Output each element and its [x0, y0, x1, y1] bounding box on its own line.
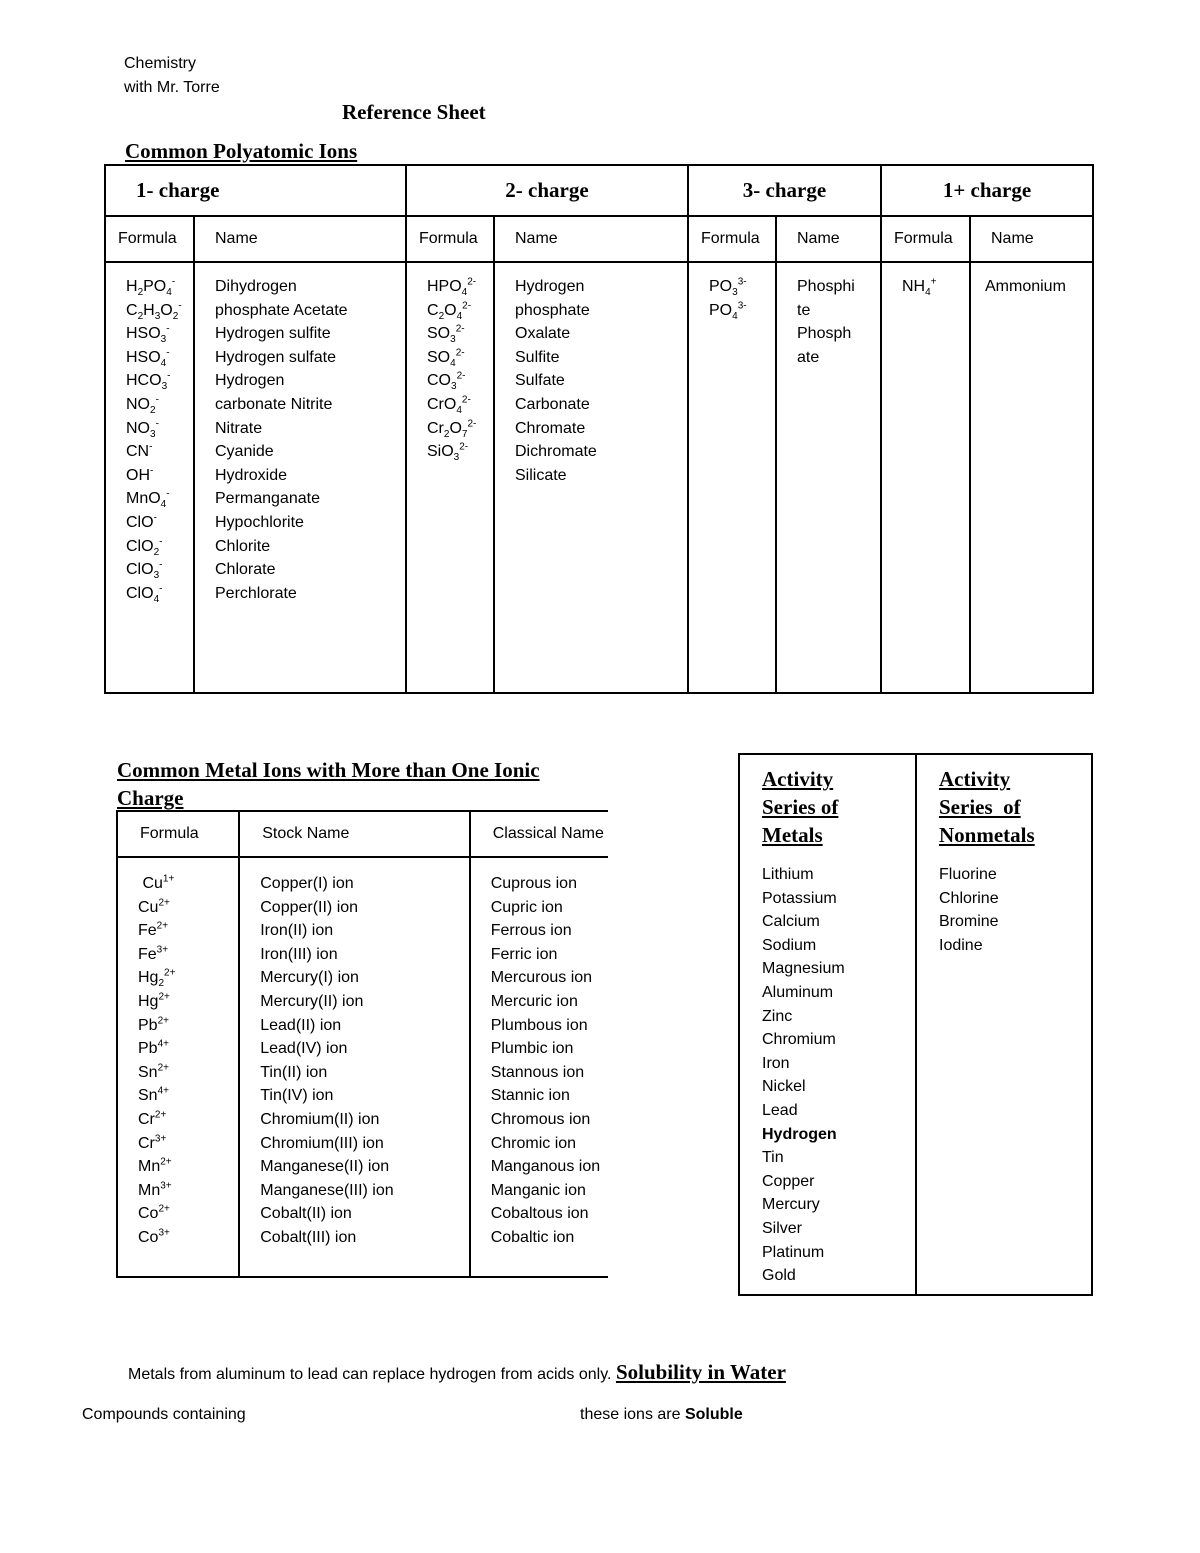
list-item: Manganese(III) ion [260, 1181, 394, 1199]
formula-hso4: $HSO_4^-$ [126, 347, 170, 369]
list-item: Dihydrogen [215, 278, 297, 295]
formula-co3: $CO_3^{2-}$ [427, 371, 466, 393]
metal-ions-heading-line1: Common Metal Ions with More than One Ionic [117, 758, 540, 782]
formula-hpo4: $HPO_4^{2-}$ [427, 276, 477, 299]
name-list-1-minus [194, 262, 406, 693]
charge-header-1-plus: 1+ charge [881, 165, 1093, 216]
list-item: Phosph [797, 325, 852, 343]
list-item: phosphate [515, 301, 590, 319]
list-item: Platinum [762, 1243, 825, 1261]
list-item: Manganous ion [490, 1158, 601, 1176]
formula-nh4: $NH_4^+$ [902, 276, 937, 299]
heading-line: Activity [762, 767, 834, 791]
list-item: Phosphi [797, 278, 855, 295]
formula-cn: CN- [126, 441, 153, 461]
formula-clo4: ClO$_4$- [126, 583, 163, 605]
list-item: Cobalt(III) ion [260, 1228, 357, 1246]
solubility-heading: Solubility in Water [615, 1360, 786, 1384]
solubility-note [580, 1406, 743, 1424]
list-item: Copper(II) ion [260, 898, 359, 916]
list-item: Ferric ion [490, 945, 558, 963]
metals-activity-heading [762, 765, 915, 849]
list-item: Zinc [762, 1007, 793, 1025]
formula-col-header: Formula [688, 216, 776, 262]
activity-note-line [128, 1358, 786, 1389]
formula-list-2-minus [406, 262, 494, 693]
metal-formula-list [117, 857, 239, 1277]
formula-pb4: $Pb^{4+}$ [138, 1038, 169, 1058]
heading-line: Series of [762, 795, 839, 819]
formula-hso3: $HSO_3^-$ [126, 323, 170, 346]
charge-header-3-minus: 3- charge [688, 165, 881, 216]
list-item: Oxalate [515, 325, 571, 343]
formula-no3: $NO_3^-$ [126, 418, 159, 440]
compounds-label: Compounds containing [82, 1406, 246, 1423]
formula-list-3-minus [688, 262, 776, 693]
list-item: Cuprous ion [490, 875, 577, 892]
formula-fe2: $Fe^{2+}$ [138, 920, 169, 940]
list-item: Cobaltic ion [490, 1228, 575, 1246]
nonmetals-activity-heading [939, 765, 1091, 849]
formula-c2o4: $C_2O_4^{2-}$ [427, 300, 472, 322]
formula-sn2: $Sn^{2+}$ [138, 1062, 169, 1081]
formula-pb2: $Pb^{2+}$ [138, 1015, 169, 1034]
formula-col-header: Formula [105, 216, 194, 262]
formula-hg22: $Hg_2^{2+}$ [138, 968, 176, 990]
formula-so3: $SO_3^{2-}$ [427, 323, 465, 346]
list-item: Manganese(II) ion [260, 1158, 390, 1176]
formula-h2po4: $H_2PO_4^-$ [126, 276, 176, 299]
list-item: Sodium [762, 936, 817, 954]
teacher-name: with Mr. Torre [124, 79, 220, 96]
list-item: Cobaltous ion [490, 1205, 589, 1223]
heading-line: Nonmetals [939, 823, 1035, 847]
formula-clo3: ClO$_3$- [126, 559, 163, 582]
list-item: Ammonium [985, 278, 1066, 295]
list-item: Ferrous ion [490, 922, 572, 940]
list-item: Mercury(II) ion [260, 992, 364, 1010]
list-item: Mercuric ion [490, 992, 578, 1010]
name-col-header: Name [194, 216, 406, 262]
polyatomic-heading: Common Polyatomic Ions [125, 139, 358, 163]
formula-col-header: Formula [406, 216, 494, 262]
list-item: Iodine [939, 936, 983, 954]
formula-cr2: $Cr^{2+}$ [138, 1109, 167, 1128]
list-item: Plumbous ion [490, 1016, 588, 1034]
list-item: Cobalt(II) ion [260, 1205, 352, 1223]
list-item: Sulfate [515, 372, 565, 390]
stock-name-list [239, 857, 469, 1277]
list-item: Lithium [762, 866, 814, 883]
list-item: Cyanide [215, 443, 274, 461]
formula-clo: ClO- [126, 512, 157, 531]
list-item: Lead(IV) ion [260, 1040, 348, 1058]
list-item: Tin(IV) ion [260, 1087, 334, 1105]
classical-name-list [470, 857, 608, 1277]
metal-ions-table [116, 810, 608, 1278]
formula-list-1-plus [881, 262, 970, 693]
list-item: Tin [762, 1149, 784, 1167]
charge-header-1-minus: 1- charge [105, 165, 406, 216]
list-item: Hydrogen sulfate [215, 348, 336, 366]
formula-oh: OH- [126, 465, 154, 484]
formula-so4: $SO_4^{2-}$ [427, 347, 465, 369]
heading-line: Metals [762, 823, 823, 847]
list-item: Sulfite [515, 348, 560, 366]
list-item: Iron(II) ion [260, 922, 334, 940]
list-item: Chromate [515, 419, 586, 437]
list-item: Hydrogen sulfite [215, 325, 331, 343]
list-item: Nickel [762, 1078, 806, 1096]
list-item-hydrogen: Hydrogen [762, 1125, 837, 1143]
formula-hco3: $HCO_3^-$ [126, 371, 171, 393]
list-item: Hydroxide [215, 466, 288, 484]
activity-series-table [738, 753, 1093, 1296]
metals-activity-column [739, 754, 916, 1295]
list-item: Stannous ion [490, 1063, 585, 1081]
list-item: Plumbic ion [490, 1040, 574, 1058]
formula-sn4: $Sn^{4+}$ [138, 1086, 169, 1105]
classical-name-header: Classical Name [470, 811, 608, 857]
list-item: Chlorine [939, 889, 999, 907]
list-item: Chromous ion [490, 1110, 591, 1128]
list-item: Copper [762, 1172, 815, 1190]
formula-cr3: $Cr^{3+}$ [138, 1133, 167, 1152]
list-item: Tin(II) ion [260, 1063, 328, 1081]
formula-fe3: $Fe^{3+}$ [138, 944, 169, 963]
these-ions-text: these ions are [580, 1406, 681, 1423]
name-col-header: Name [494, 216, 688, 262]
list-item: carbonate Nitrite [215, 395, 333, 413]
page-title: Reference Sheet [342, 100, 486, 124]
list-item: Silver [762, 1219, 803, 1237]
name-list-2-minus [494, 262, 688, 693]
list-item: Hydrogen [515, 278, 585, 295]
list-item: Chromium [762, 1031, 836, 1049]
formula-co3-ion: $Co^{3+}$ [138, 1227, 170, 1246]
formula-col-header: Formula [881, 216, 970, 262]
metal-formula-header: Formula [117, 811, 239, 857]
metal-ions-heading-line2: Charge [117, 786, 184, 810]
list-item: Permanganate [215, 490, 320, 508]
list-item: Hypochlorite [215, 513, 304, 531]
formula-po4: $PO_4^{3-}$ [709, 300, 747, 322]
list-item: Gold [762, 1267, 796, 1285]
formula-cu2: $Cu^{2+}$ [138, 897, 170, 916]
formula-sio3: SiO$_3^{2-}$ [427, 441, 469, 464]
course-name: Chemistry [124, 55, 197, 72]
formula-list-1-minus [105, 262, 194, 693]
list-item: Iron(III) ion [260, 945, 338, 963]
nonmetals-activity-column [916, 754, 1092, 1295]
heading-line: Activity [939, 767, 1011, 791]
list-item: Magnesium [762, 960, 845, 978]
list-item: Manganic ion [490, 1181, 586, 1199]
charge-header-2-minus: 2- charge [406, 165, 688, 216]
list-item: Dichromate [515, 443, 597, 461]
list-item: Bromine [939, 913, 999, 931]
list-item: phosphate Acetate [215, 301, 348, 319]
list-item: Carbonate [515, 395, 590, 413]
list-item: Hydrogen [215, 372, 285, 390]
metal-ions-heading [117, 756, 540, 812]
formula-hg2: $Hg^{2+}$ [138, 991, 170, 1010]
name-list-1-plus [970, 262, 1093, 693]
list-item: Potassium [762, 889, 837, 907]
formula-mno4: MnO$_4$- [126, 489, 170, 511]
list-item: Lead(II) ion [260, 1016, 342, 1034]
stock-name-header: Stock Name [239, 811, 469, 857]
list-item: Chromic ion [490, 1134, 577, 1152]
list-item: Nitrate [215, 419, 263, 437]
formula-co2: $Co^{2+}$ [138, 1203, 170, 1223]
activity-note: Metals from aluminum to lead can replace hydrogen from acids only. [128, 1366, 612, 1383]
name-list-3-minus [776, 262, 881, 693]
list-item: Chlorite [215, 537, 271, 555]
formula-c2h3o2: $C_2H_3O_2^-$ [126, 300, 182, 322]
formula-no2: $NO_2^-$ [126, 394, 159, 417]
formula-cr2o7: $Cr_2O_7^{2-}$ [427, 418, 477, 440]
name-col-header: Name [776, 216, 881, 262]
formula-po3: $PO_3^{3-}$ [709, 276, 747, 299]
list-item: Copper(I) ion [260, 875, 354, 892]
list-item: Calcium [762, 913, 820, 931]
formula-mn2: $Mn^{2+}$ [138, 1156, 172, 1176]
name-col-header: Name [970, 216, 1093, 262]
list-item: Silicate [515, 466, 567, 484]
formula-cro4: CrO$_4^{2-}$ [427, 394, 471, 417]
formula-cu1: $Cu^{1+}$ [138, 873, 175, 892]
soluble-label: Soluble [684, 1406, 743, 1423]
list-item: Mercurous ion [490, 969, 593, 987]
list-item: Lead [762, 1101, 798, 1119]
formula-clo2: ClO$_2$- [126, 536, 163, 558]
list-item: Cupric ion [490, 898, 563, 916]
list-item: Mercury(I) ion [260, 969, 359, 987]
list-item: Aluminum [762, 983, 834, 1001]
list-item: Chlorate [215, 561, 276, 579]
list-item: ate [797, 348, 820, 366]
list-item: Perchlorate [215, 584, 297, 602]
list-item: Mercury [762, 1196, 820, 1214]
formula-mn3: $Mn^{3+}$ [138, 1180, 172, 1199]
list-item: Chromium(III) ion [260, 1134, 384, 1152]
list-item: Iron [762, 1054, 790, 1072]
heading-line: Series of [939, 795, 1021, 819]
list-item: Stannic ion [490, 1087, 570, 1105]
polyatomic-ions-table [104, 164, 1094, 694]
list-item: Chromium(II) ion [260, 1110, 380, 1128]
list-item: Fluorine [939, 866, 997, 883]
list-item: te [797, 301, 811, 319]
